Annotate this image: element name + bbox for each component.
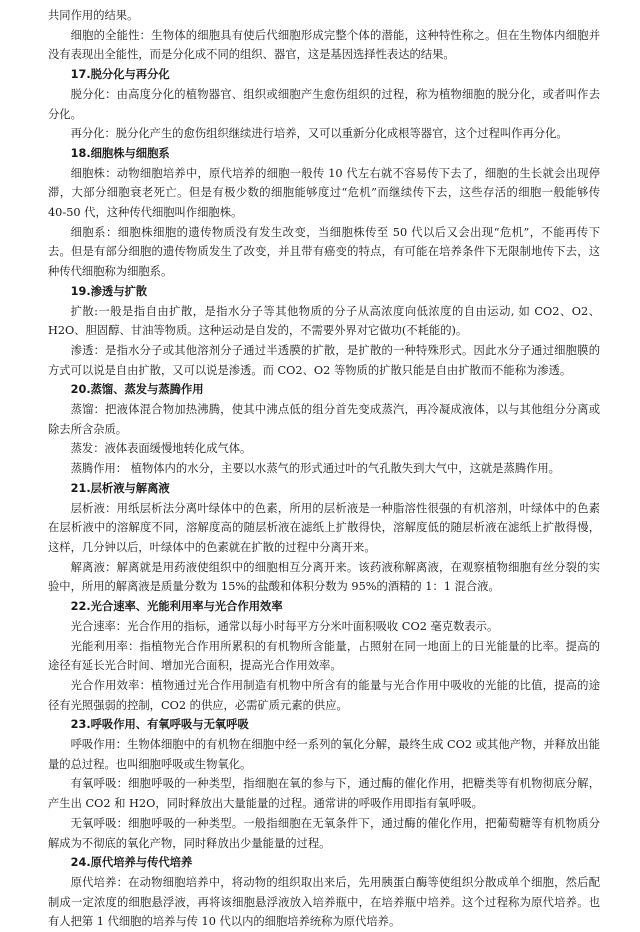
paragraph: 光合速率：光合作用的指标，通常以每小时每平方分米叶面积吸收 CO2 毫克数表示。	[70, 619, 499, 633]
paragraph: 光能利用率：指植物光合作用所累积的有机物所含能量，占照射在同一地面上的日光能量的比率。提高的途径有延长光合时间、增加光合面积，提高光合作用效率。	[48, 639, 600, 673]
paragraph: 蒸发：液体表面缓慢地转化成气体。	[70, 442, 252, 456]
paragraph: 细胞株：动物细胞培养中，原代培养的细胞一般传 10 代左右就不容易传下去了，细胞的生长就会出现停滞，大部分细胞衰老死亡。但是有极少数的细胞能够度过“危机”而继续传下去，这些存活的细胞一般能够传 40-50 代，这种传代细胞叫作细胞株。	[48, 166, 600, 220]
paragraph: 光合作用效率：植物通过光合作用制造有机物中所含有的能量与光合作用中吸收的光能的比值，提高的途径有光照强弱的控制，CO2 的供应，必需矿质元素的供应。	[48, 678, 600, 712]
section-heading: 17.脱分化与再分化	[70, 68, 170, 82]
paragraph: 再分化：脱分化产生的愈伤组织继续进行培养，又可以重新分化成根等器官，这个过程叫作再分化。	[70, 127, 568, 141]
paragraph: 无氧呼吸：细胞呼吸的一种类型。一般指细胞在无氧条件下，通过酶的催化作用，把葡萄糖等有机物质分解成为不彻底的氧化产物，同时释放出少量能量的过程。	[48, 816, 600, 850]
paragraph: 脱分化：由高度分化的植物器官、组织或细胞产生愈伤组织的过程，称为植物细胞的脱分化，或者叫作去分化。	[48, 87, 600, 121]
section-heading: 21.层析液与解离液	[70, 481, 170, 495]
document-body	[48, 6, 600, 932]
paragraph: 层析液：用纸层析法分离叶绿体中的色素，所用的层析液是一种脂溶性很强的有机溶剂，叶绿体中的色素在层析液中的溶解度不同，溶解度高的随层析液在滤纸上扩散得快，溶解度低的随层析液在滤纸上扩散得慢，这样，几分钟以后，叶绿体中的色素就在扩散的过程中分离开来。	[48, 501, 600, 554]
paragraph: 蒸腾作用： 植物体内的水分，主要以水蒸气的形式通过叶的气孔散失到大气中，这就是蒸腾作用。	[70, 462, 560, 476]
section-heading: 23.呼吸作用、有氧呼吸与无氧呼吸	[70, 718, 249, 732]
paragraph: 扩散:一般是指自由扩散，是指水分子等其他物质的分子从高浓度向低浓度的自由运动, 如 CO2、O2、H2O、胆固醇、甘油等物质。这种运动是自发的，不需要外界对它做功(不耗能的)。	[48, 304, 600, 338]
paragraph: 解离液：解离就是用药液使组织中的细胞相互分离开来。该药液称解离液，在观察植物细胞有丝分裂的实验中，所用的解离液是质量分数为 15%的盐酸和体积分数为 95%的酒精的 1：1 混合液。	[48, 560, 600, 594]
paragraph: 蒸馏：把液体混合物加热沸腾，使其中沸点低的组分首先变成蒸汽，再冷凝成液体，以与其他组分分离或除去所含杂质。	[48, 403, 600, 436]
section-heading: 24.原代培养与传代培养	[70, 856, 193, 870]
paragraph: 渗透：是指水分子或其他溶剂分子通过半透膜的扩散，是扩散的一种特殊形式。因此水分子通过细胞膜的方式可以说是自由扩散，又可以说是渗透。而 CO2、O2 等物质的扩散只能是自由扩散而不能称为渗透。	[48, 343, 600, 377]
paragraph: 细胞系：细胞株细胞的遗传物质没有发生改变，当细胞株传至 50 代以后又会出现“危机”，不能再传下去。但是有部分细胞的遗传物质发生了改变，并且带有癌变的特点，有可能在培养条件下无限制地传下去，这种传代细胞称为细胞系。	[48, 225, 600, 279]
paragraph: 细胞的全能性：生物体的细胞具有使后代细胞形成完整个体的潜能，这种特性称之。但在生物体内细胞并没有表现出全能性，而是分化成不同的组织、器官，这是基因选择性表达的结果。	[48, 28, 600, 62]
section-heading: 22.光合速率、光能利用率与光合作用效率	[70, 600, 283, 614]
paragraph: 有氧呼吸：细胞呼吸的一种类型，指细胞在氧的参与下，通过酶的催化作用，把糖类等有机物彻底分解，产生出 CO2 和 H2O，同时释放出大量能量的过程。通常讲的呼吸作用即指有氧呼吸。	[48, 777, 600, 811]
section-heading: 19.渗透与扩散	[70, 284, 148, 298]
section-heading: 18.细胞株与细胞系	[70, 146, 170, 160]
section-heading: 20.蒸馏、蒸发与蒸腾作用	[70, 383, 204, 397]
paragraph: 原代培养：在动物细胞培养中，将动物的组织取出来后，先用胰蛋白酶等使组织分散成单个细胞，然后配制成一定浓度的细胞悬浮液，再将该细胞悬浮液放入培养瓶中，在培养瓶中培养。这个过程称为原代培养。也有人把第 1 代细胞的培养与传 10 代以内的细胞培养统称为原代培养。	[48, 875, 600, 929]
paragraph: 呼吸作用：生物体细胞中的有机物在细胞中经一系列的氧化分解，最终生成 CO2 或其他产物，并释放出能量的总过程。也叫细胞呼吸或生物氧化。	[48, 738, 600, 771]
paragraph: 共同作用的结果。	[48, 9, 139, 22]
